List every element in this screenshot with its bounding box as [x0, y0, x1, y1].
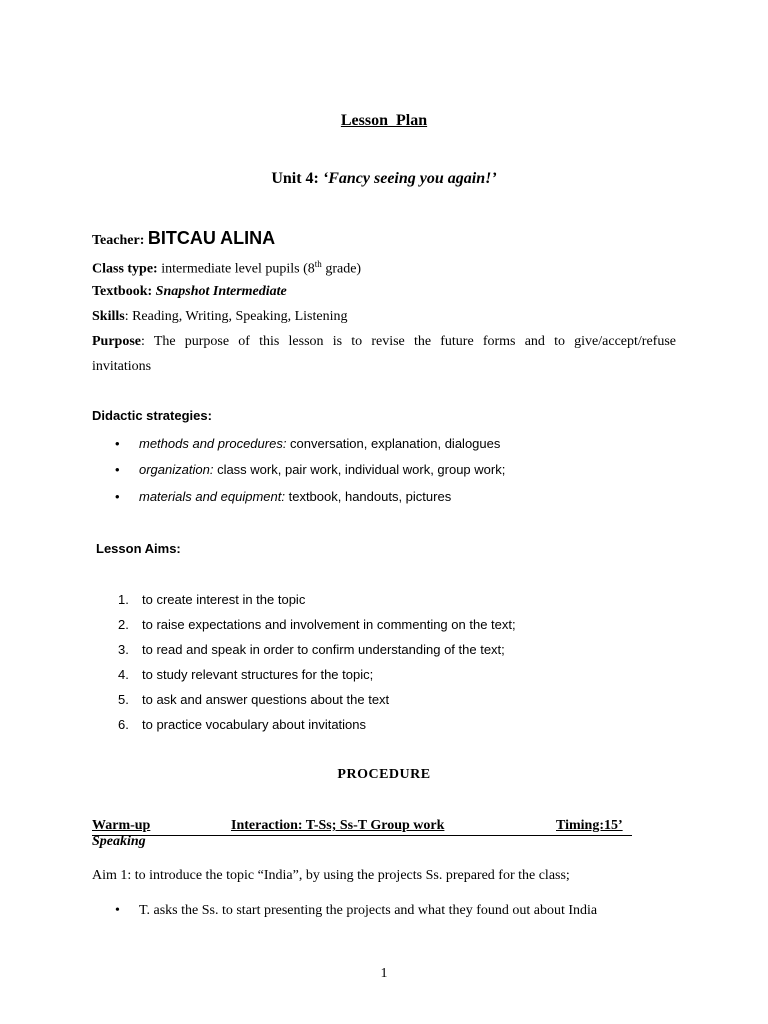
teacher-name: BITCAU ALINA [147, 228, 276, 248]
stage-underline [92, 835, 632, 836]
unit-title: ‘Fancy seeing you again!’ [322, 170, 497, 187]
aim-item [118, 617, 516, 632]
strategy-item [115, 489, 451, 504]
title-text: Lesson Plan [340, 112, 428, 129]
strategies-heading: Didactic strategies: [92, 408, 212, 423]
aims-heading: Lesson Aims: [96, 541, 181, 556]
strategy-label: methods and procedures: [139, 436, 287, 451]
aim-number: 6. [118, 717, 129, 732]
class-type-label: Class type: [92, 261, 158, 277]
class-type-sup: th [314, 259, 322, 269]
teacher-line [92, 228, 275, 249]
aim-text: to read and speak in order to confirm understanding of the text; [142, 642, 505, 657]
strategy-label: materials and equipment: [139, 489, 285, 504]
aim-item [118, 592, 305, 607]
strategy-item [115, 436, 500, 451]
skills-label: Skills [92, 309, 125, 324]
purpose-line-2 [92, 359, 151, 375]
class-type-value-end: grade) [321, 261, 362, 277]
aim-item [118, 667, 373, 682]
strategy-item [115, 462, 505, 477]
aim-text: to raise expectations and involvement in commenting on the text; [142, 617, 516, 632]
strategy-text: class work, pair work, individual work, group work; [213, 462, 506, 477]
timing-label: Timing:15’ [556, 818, 623, 833]
bullet-icon: • [115, 436, 120, 451]
teacher-label: Teacher: [92, 233, 148, 248]
aim-text: to create interest in the topic [142, 592, 306, 607]
skills-line [92, 309, 347, 325]
bullet-icon: • [115, 903, 120, 918]
purpose-text: : The purpose of this lesson is to revise the future forms and to give/accept/refuse [141, 334, 676, 349]
bullet-icon: • [115, 462, 120, 477]
aim-text: to study relevant structures for the topic; [142, 667, 374, 682]
aim-number: 2. [118, 617, 129, 632]
aim-number: 5. [118, 692, 129, 707]
procedure-bullet [115, 903, 597, 919]
textbook-label: Textbook: [92, 284, 153, 299]
lesson-plan-title [0, 112, 768, 130]
bullet-icon: • [115, 489, 120, 504]
strategy-text: conversation, explanation, dialogues [286, 436, 501, 451]
interaction-label: Interaction: T-Ss; Ss-T Group work [231, 818, 445, 833]
aim-item [118, 642, 505, 657]
class-type-line [92, 259, 361, 278]
aim-item [118, 717, 366, 732]
aim-item [118, 692, 389, 707]
textbook-line [92, 284, 287, 300]
purpose-label: Purpose [92, 334, 141, 349]
aim-number: 3. [118, 642, 129, 657]
procedure-bullet-text: T. asks the Ss. to start presenting the projects and what they found out about India [139, 903, 598, 918]
strategy-label: organization: [139, 462, 214, 477]
aim-number: 1. [118, 592, 129, 607]
purpose-line [92, 334, 676, 350]
aim-text: to ask and answer questions about the text [142, 692, 390, 707]
aim-one-line: Aim 1: to introduce the topic “India”, by using the projects Ss. prepared for the class; [92, 868, 570, 883]
page-number: 1 [380, 966, 388, 981]
strategy-text: textbook, handouts, pictures [284, 489, 452, 504]
purpose-text-cont: invitations [92, 359, 152, 374]
skills-value: : Reading, Writing, Speaking, Listening [124, 309, 348, 324]
stage-label: Warm-up [92, 818, 151, 833]
procedure-heading: PROCEDURE [337, 767, 431, 782]
aim-text: to practice vocabulary about invitations [142, 717, 367, 732]
skill-label: Speaking [92, 834, 146, 849]
class-type-value: intermediate level pupils (8 [157, 261, 315, 277]
aim-number: 4. [118, 667, 129, 682]
unit-heading [0, 170, 768, 188]
textbook-value: Snapshot Intermediate [152, 284, 287, 299]
unit-prefix: Unit 4: [271, 170, 323, 187]
